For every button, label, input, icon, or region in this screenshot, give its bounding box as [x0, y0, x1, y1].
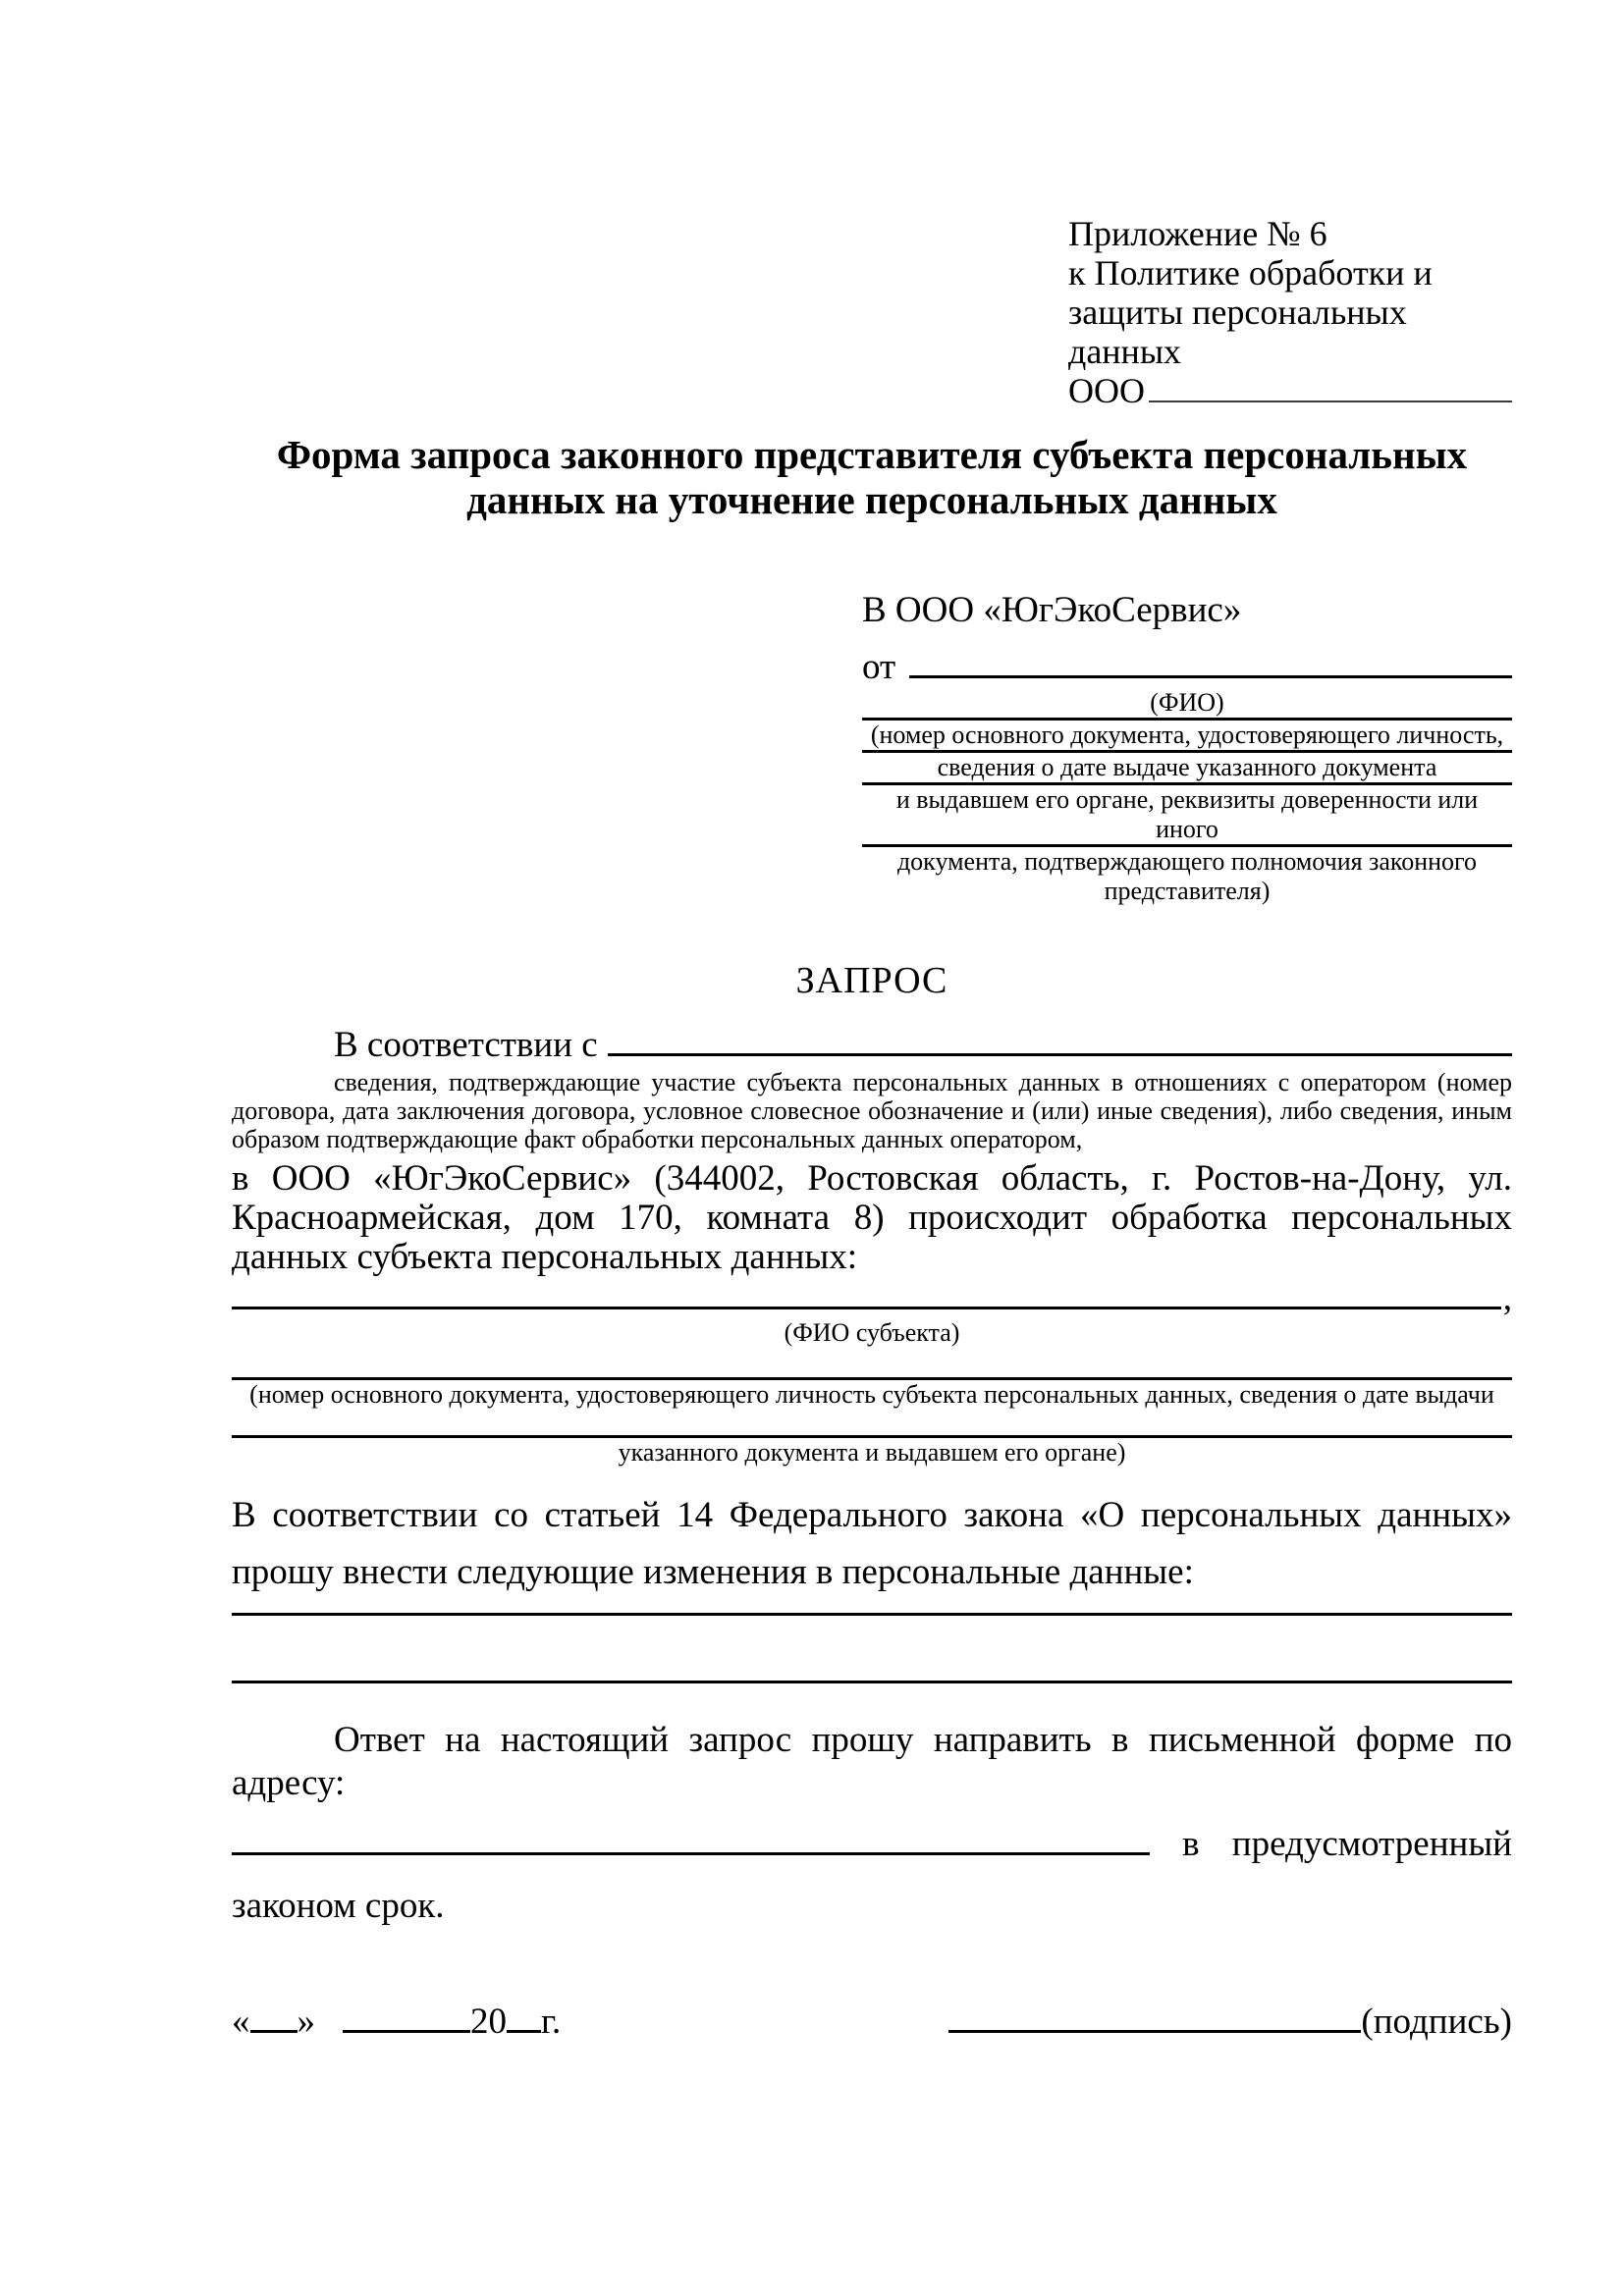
signature-caption: (подпись): [1361, 2002, 1512, 2042]
field-caption-1: (номер основного документа, удостоверяющего личность,: [870, 721, 1504, 749]
appendix-company-prefix: ООО: [1068, 371, 1145, 410]
appendix-line-2: к Политике обработки и: [1068, 253, 1433, 293]
representative-doc-field-2: [862, 750, 1512, 782]
addressee-organization: В ООО «ЮгЭкоСервис»: [862, 590, 1242, 630]
date-year-prefix: 20: [470, 2002, 507, 2042]
representative-doc-field-1: [862, 718, 1512, 750]
date-quote-close: »: [297, 2002, 315, 2042]
date-quote-open: «: [232, 2002, 250, 2042]
subject-fio-caption: (ФИО субъекта): [784, 1318, 960, 1347]
subject-doc-caption-1: (номер основного документа, удостоверяющего личность субъекта персональных данных, сведения о дате выдачи: [249, 1380, 1494, 1409]
signature-blank-line: [948, 2030, 1361, 2033]
form-title-line-1: Форма запроса законного представителя субъекта персональных: [276, 432, 1468, 477]
appendix-company-row: [1068, 371, 1512, 410]
fio-caption: (ФИО): [1150, 688, 1224, 717]
subject-fio-blank-line: [232, 1307, 1501, 1309]
date-group: [232, 2001, 561, 2043]
date-year-blank: [507, 2030, 541, 2033]
appendix-line-3: защиты персональных данных: [1068, 293, 1407, 371]
changes-blank-line-1: [232, 1613, 1512, 1616]
accordance-blank-line: [608, 1053, 1512, 1056]
answer-word-term: предусмотренный: [1231, 1824, 1512, 1864]
changes-blank-line-2: [232, 1681, 1512, 1683]
accordance-note: сведения, подтверждающие участие субъекта персональных данных в отношениях с оператором (номер договора, дата заключения договора, условное словесное обозначение и (или) иные сведения), либо сведения, иным образом подтверждающие факт обработки персональных данных оператором,: [232, 1068, 1512, 1153]
subject-fio-comma: ,: [1502, 1278, 1512, 1318]
answer-word-in: в: [1182, 1824, 1200, 1864]
date-year-suffix: г.: [541, 2002, 562, 2042]
field-caption-2: сведения о дате выдаче указанного документа: [937, 753, 1437, 781]
representative-doc-field-3: [862, 782, 1512, 844]
form-title: [232, 432, 1512, 522]
signature-group: [948, 2001, 1512, 2043]
answer-address-blank-line: [232, 1852, 1150, 1855]
date-month-blank: [343, 2030, 470, 2033]
article-paragraph: В соответствии со статьей 14 Федерального закона «О персональных данных» прошу внести следующие изменения в персональные данные:: [232, 1495, 1512, 1592]
footer-row: [232, 2001, 1512, 2043]
representative-doc-field-4: [862, 844, 1512, 906]
subject-fio-row: [232, 1279, 1512, 1318]
addressee-block: [862, 589, 1512, 906]
from-label: от: [862, 647, 896, 687]
answer-tail: законом срок.: [232, 1886, 445, 1926]
appendix-block: [1068, 214, 1512, 410]
field-caption-4: документа, подтверждающего полномочия законного представителя): [896, 847, 1478, 905]
company-name-blank-line: [1149, 400, 1512, 402]
operator-paragraph: в ООО «ЮгЭкоСервис» (344002, Ростовская область, г. Ростов-на-Дону, ул. Красноармейская, дом 170, комната 8) происходит обработка персональных данных субъекта персональных данных:: [232, 1158, 1512, 1277]
appendix-line-1: Приложение № 6: [1068, 214, 1327, 253]
from-fio-blank-line: [909, 675, 1512, 678]
answer-address-row: [232, 1823, 1512, 1865]
accordance-prefix: В соответствии с: [334, 1025, 598, 1065]
form-title-line-2: данных на уточнение персональных данных: [466, 477, 1277, 522]
answer-paragraph: Ответ на настоящий запрос прошу направить в письменной форме по адресу:: [232, 1720, 1512, 1803]
date-day-blank: [250, 2030, 298, 2033]
from-row: [862, 646, 1512, 688]
request-heading: ЗАПРОС: [795, 960, 948, 1001]
accordance-row: [232, 1024, 1512, 1066]
field-caption-3: и выдавшем его органе, реквизиты доверенности или иного: [895, 785, 1479, 843]
subject-doc-caption-2: указанного документа и выдавшем его органе): [618, 1438, 1126, 1467]
